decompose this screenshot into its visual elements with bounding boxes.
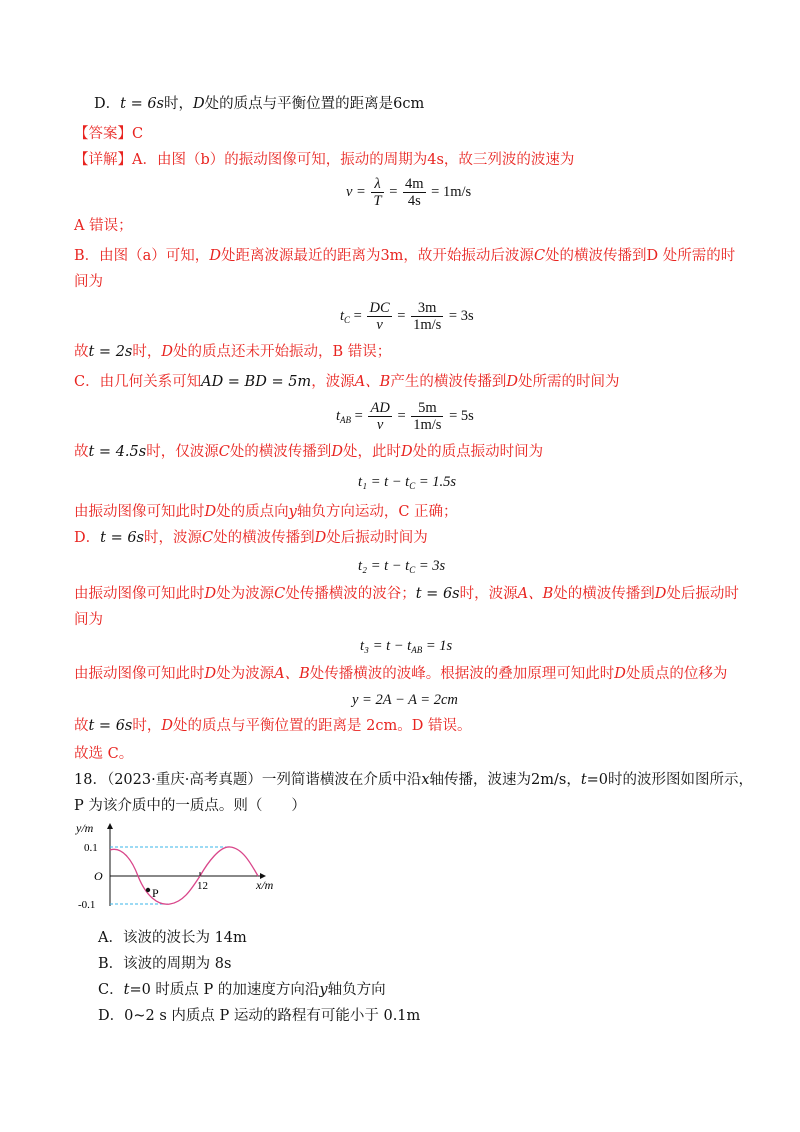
- detail-line-5: 故t = 2s时，D处的质点还未开始振动，B 错误；: [74, 344, 392, 360]
- prev-option-d: D．t = 6s时，D处的质点与平衡位置的距离是6cm: [94, 96, 425, 112]
- detail-line-9: D．t = 6s时，波源C处的横波传播到D处后振动时间为: [74, 530, 428, 546]
- detail-line-14: 故选 C。: [74, 746, 134, 762]
- equation-y: y = 2A − A = 2cm: [352, 692, 458, 708]
- detail-line-6: C．由几何关系可知AD = BD = 5m，波源A、B产生的横波传播到D处所需的时间为: [74, 374, 620, 390]
- option-b: B．该波的周期为 8s: [98, 956, 232, 972]
- x-axis-label: x/m: [256, 878, 274, 892]
- option-a: A．该波的波长为 14m: [98, 930, 247, 946]
- equation-t2: $t_2 = t - t_C = 3s$: [358, 558, 446, 575]
- detail-line-4: 间为: [74, 274, 103, 290]
- answer-line: 【答案】C: [74, 126, 144, 142]
- detail-line-11: 间为: [74, 612, 103, 628]
- detail-line-12: 由振动图像可知此时D处为波源A、B处传播横波的波峰。根据波的叠加原理可知此时D处质点的位移为: [74, 666, 728, 682]
- wave-figure: [70, 818, 290, 913]
- detail-line-1: 【详解】A．由图（b）的振动图像可知，振动的周期为4s，故三列波的波速为: [74, 152, 575, 168]
- equation-tc: $t_C$ = $\frac{DC}{v}$ = $\frac{3m}{1m/s}$ = 3s: [340, 300, 474, 333]
- y-axis-label: y/m: [76, 821, 94, 835]
- detail-line-3: B．由图（a）可知，D处距离波源最近的距离为3m，故开始振动后波源C处的横波传播到D 处所需的时: [74, 248, 736, 264]
- detail-line-7: 故t = 4.5s时，仅波源C处的横波传播到D处，此时D处的质点振动时间为: [74, 444, 544, 460]
- detail-line-10: 由振动图像可知此时D处为波源C处传播横波的波谷；t = 6s时，波源A、B处的横波传播到D处后振动时: [74, 586, 739, 602]
- equation-t1: $t_1 = t - t_C = 1.5s$: [358, 474, 457, 491]
- equation-velocity: v = $\frac{\lambda}{T}$ = $\frac{4m}{4s}$ = 1m/s: [346, 176, 472, 209]
- point-p-label: P: [152, 886, 159, 900]
- equation-tab: $t_{AB}$ = $\frac{AD}{v}$ = $\frac{5m}{1m/s}$ = 5s: [336, 400, 474, 433]
- question-18-line-1: 18．（2023·重庆·高考真题）一列简谐横波在介质中沿x轴传播，波速为2m/s，t=0时的波形图如图所示，: [74, 772, 754, 788]
- equation-t3: $t_3 = t - t_{AB} = 1s$: [360, 638, 453, 655]
- tick-label-neg: -0.1: [78, 899, 96, 911]
- option-d: D．0~2 s 内质点 P 运动的路程有可能小于 0.1m: [98, 1008, 421, 1024]
- tick-label-pos: 0.1: [84, 842, 98, 854]
- question-18-line-2: P 为该介质中的一质点。则（ ）: [74, 798, 306, 814]
- detail-line-8: 由振动图像可知此时D处的质点向y轴负方向运动，C 正确；: [74, 504, 458, 520]
- detail-line-13: 故t = 6s时，D处的质点与平衡位置的距离是 2cm。D 错误。: [74, 718, 472, 734]
- point-p-dot: [146, 888, 150, 892]
- detail-line-2: A 错误；: [74, 218, 133, 234]
- option-c: C．t=0 时质点 P 的加速度方向沿y轴负方向: [98, 982, 386, 998]
- tick-label-x: 12: [197, 880, 208, 892]
- origin-label: O: [94, 869, 103, 883]
